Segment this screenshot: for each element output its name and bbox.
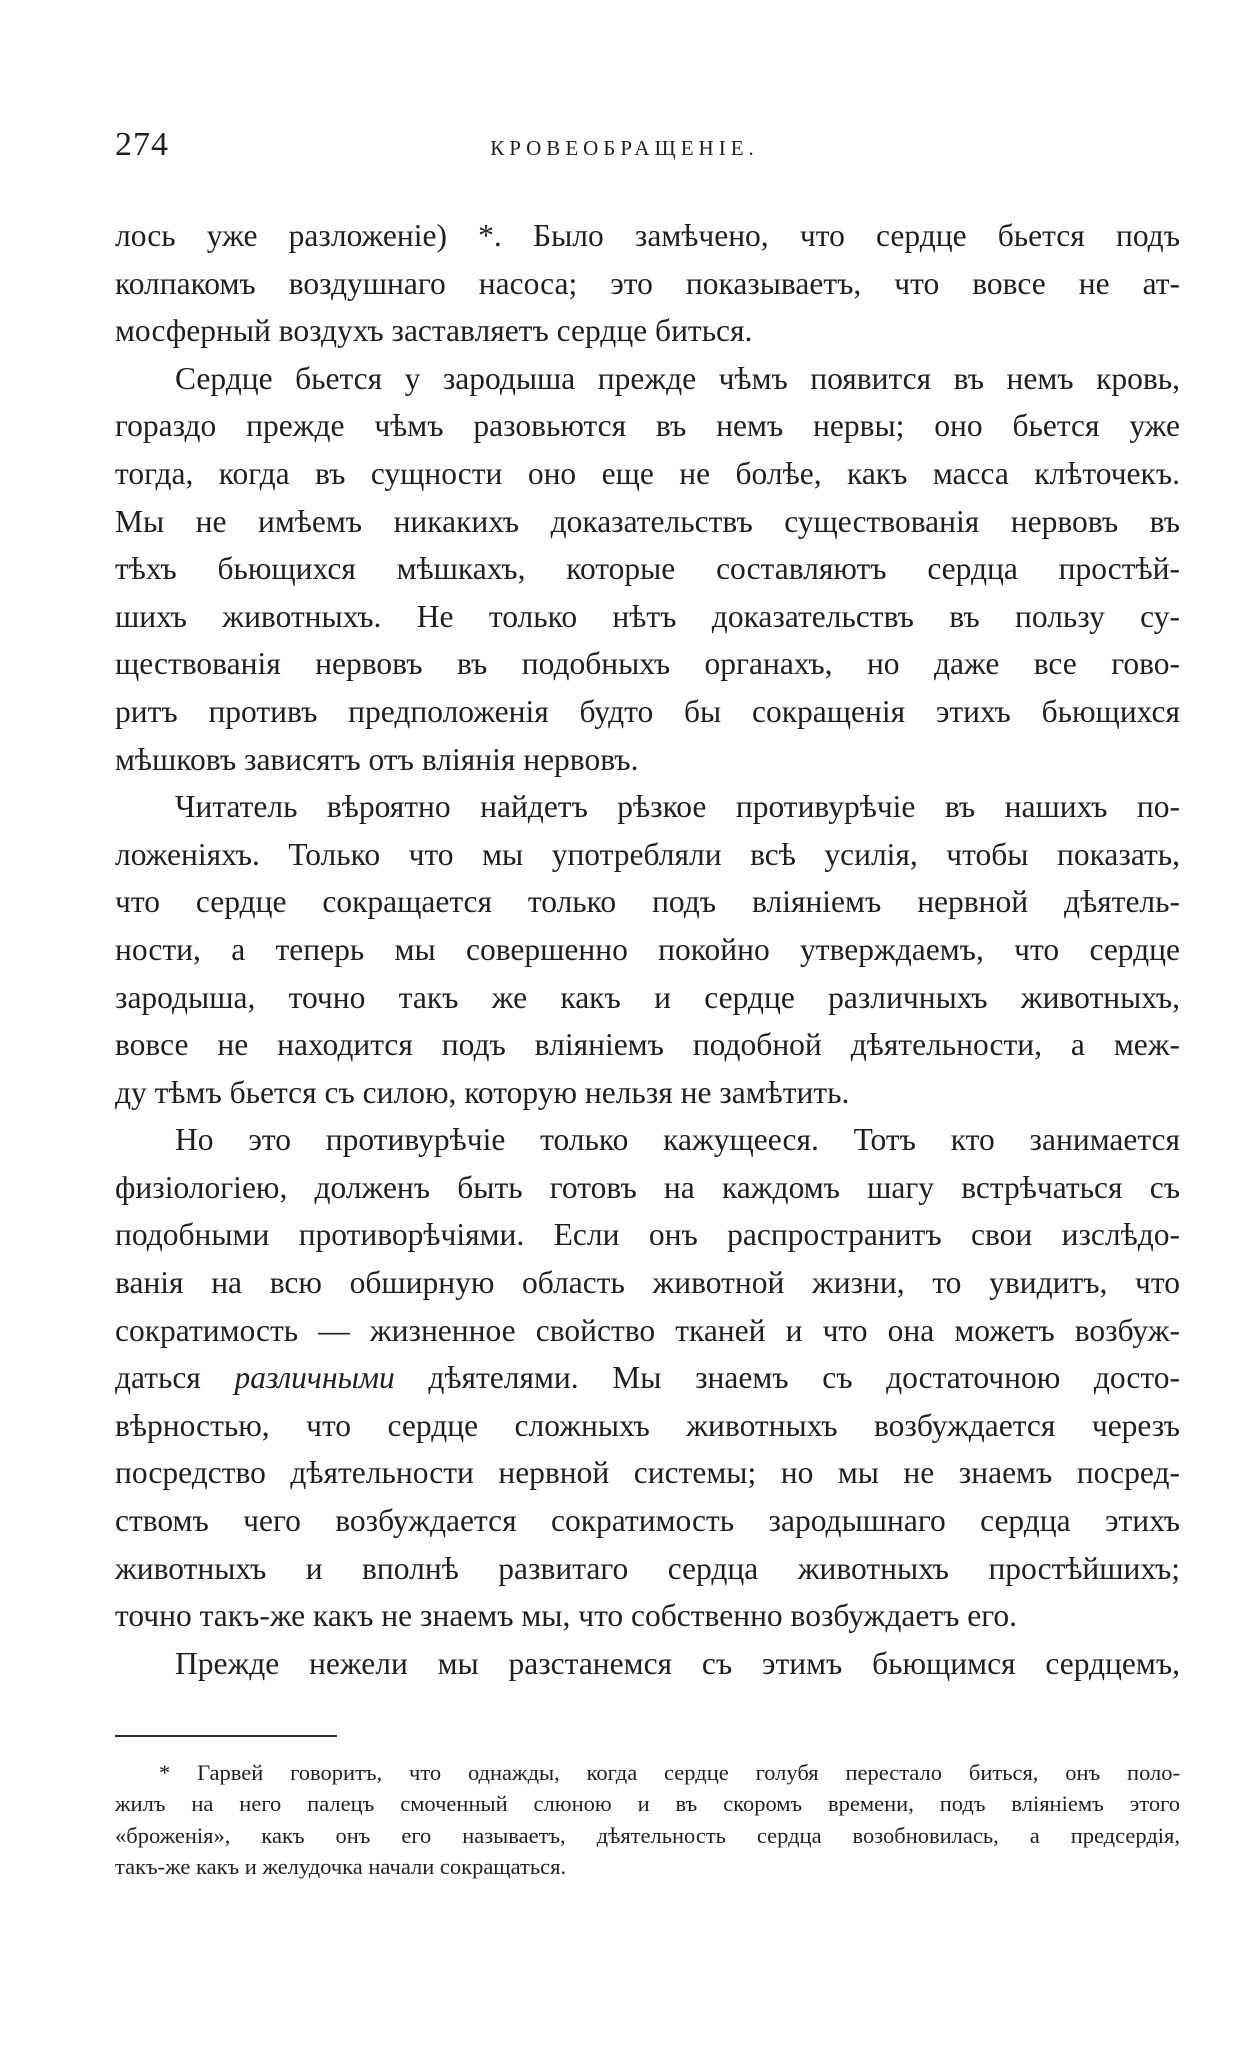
text-line: ложеніяхъ. Только что мы употребляли всѣ усилія, чтобы показать, bbox=[115, 836, 1180, 872]
text-line: мосферный воздухъ заставляетъ сердце биться. bbox=[115, 313, 753, 349]
footnote-line: * Гарвей говоритъ, что однажды, когда сердце голубя перестало биться, онъ поло- bbox=[159, 1760, 1180, 1785]
text-fragment: дѣятелями. Мы знаемъ съ достаточною досто- bbox=[428, 1360, 1181, 1396]
text-line: тѣхъ бьющихся мѣшкахъ, которые составляютъ сердца простѣй- bbox=[115, 551, 1180, 587]
text-line: точно такъ-же какъ не знаемъ мы, что собственно возбуждаетъ его. bbox=[115, 1598, 1017, 1634]
text-line: тогда, когда въ сущности оно еще не болѣе, какъ масса клѣточекъ. bbox=[115, 455, 1180, 491]
text-line: мѣшковъ зависятъ отъ вліянія нервовъ. bbox=[115, 741, 639, 777]
text-line: ности, а теперь мы совершенно покойно утверждаемъ, что сердце bbox=[115, 931, 1180, 967]
text-line: ществованія нервовъ въ подобныхъ органахъ, но даже все гово- bbox=[115, 646, 1180, 682]
footnote-line: такъ-же какъ и желудочка начали сокращаться. bbox=[115, 1854, 567, 1880]
text-line: Мы не имѣемъ никакихъ доказательствъ существованія нервовъ въ bbox=[115, 503, 1180, 539]
text-line: вовсе не находится подъ вліяніемъ подобной дѣятельности, а меж- bbox=[115, 1027, 1180, 1063]
text-line: животныхъ и вполнѣ развитаго сердца животныхъ простѣйшихъ; bbox=[115, 1550, 1180, 1586]
text-line: гораздо прежде чѣмъ разовьются въ немъ нервы; оно бьется уже bbox=[115, 408, 1180, 444]
text-line: Сердце бьется у зародыша прежде чѣмъ появится въ немъ кровь, bbox=[175, 360, 1180, 396]
footnote-divider bbox=[115, 1735, 337, 1737]
main-text bbox=[115, 212, 1180, 1687]
footnote bbox=[115, 1757, 1180, 1883]
text-line: сократимость — жизненное свойство тканей и что она можетъ возбуж- bbox=[115, 1312, 1180, 1348]
text-line: зародыша, точно такъ же какъ и сердце различныхъ животныхъ, bbox=[115, 979, 1180, 1015]
footnote-line: жилъ на него палецъ смоченный слюною и въ скоромъ времени, подъ вліяніемъ этого bbox=[115, 1791, 1180, 1817]
text-line: колпакомъ воздушнаго насоса; это показываетъ, что вовсе не ат- bbox=[115, 265, 1180, 301]
text-line: ванія на всю обширную область животной жизни, то увидитъ, что bbox=[115, 1265, 1180, 1301]
running-head: КРОВЕОБРАЩЕНІЕ. bbox=[490, 136, 759, 160]
text-line: Но это противурѣчіе только кажущееся. Тотъ кто занимается bbox=[175, 1122, 1180, 1158]
emphasized-word: различными bbox=[234, 1360, 395, 1396]
text-line: ду тѣмъ бьется съ силою, которую нельзя не замѣтить. bbox=[115, 1074, 850, 1110]
text-line: вѣрностью, что сердце сложныхъ животныхъ возбуждается черезъ bbox=[115, 1407, 1180, 1443]
text-line: лось уже разложеніе) *. Было замѣчено, что сердце бьется подъ bbox=[115, 218, 1180, 253]
text-line: шихъ животныхъ. Не только нѣтъ доказательствъ въ пользу су- bbox=[115, 598, 1180, 634]
page-number: 274 bbox=[115, 126, 169, 163]
text-fragment: даться bbox=[115, 1360, 201, 1396]
text-line: посредство дѣятельности нервной системы; но мы не знаемъ посред- bbox=[115, 1455, 1180, 1491]
text-line-with-emphasis bbox=[115, 1354, 1180, 1402]
text-line: Читатель вѣроятно найдетъ рѣзкое противурѣчіе въ нашихъ по- bbox=[175, 789, 1180, 825]
text-line: что сердце сокращается только подъ вліяніемъ нервной дѣятель- bbox=[115, 884, 1180, 920]
text-line: Прежде нежели мы разстанемся съ этимъ бьющимся сердцемъ, bbox=[175, 1645, 1180, 1681]
text-line: физіологіею, долженъ быть готовъ на каждомъ шагу встрѣчаться съ bbox=[115, 1169, 1180, 1205]
page-header bbox=[115, 126, 1134, 170]
text-line: ритъ противъ предположенія будто бы сокращенія этихъ бьющихся bbox=[115, 693, 1180, 729]
text-line: подобными противорѣчіями. Если онъ распространитъ свои изслѣдо- bbox=[115, 1217, 1180, 1253]
text-line: ствомъ чего возбуждается сократимость зародышнаго сердца этихъ bbox=[115, 1503, 1180, 1539]
footnote-line: «броженія», какъ онъ его называетъ, дѣятельность сердца возобновилась, а предсердія, bbox=[115, 1822, 1180, 1848]
